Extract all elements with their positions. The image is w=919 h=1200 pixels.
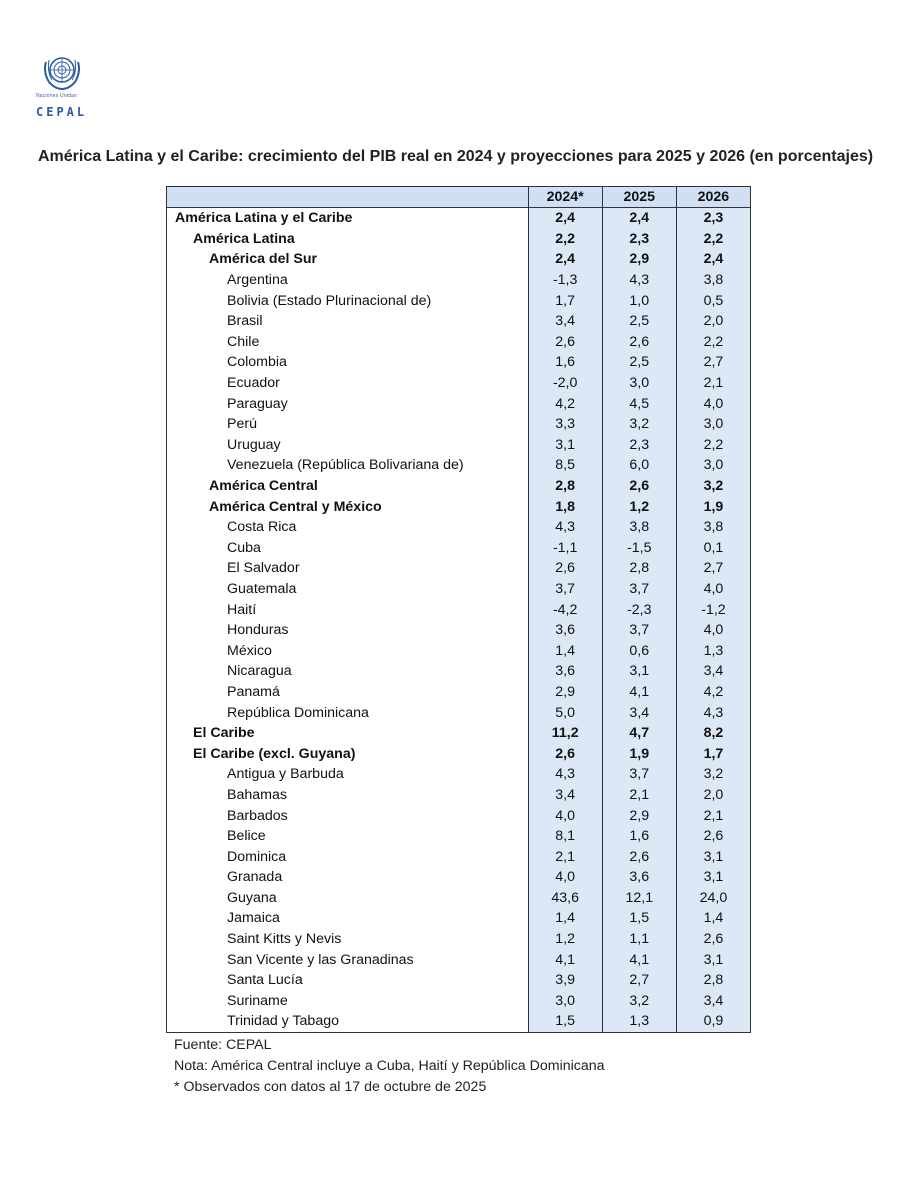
value-cell: 24,0 (676, 888, 750, 909)
row-label: Bahamas (167, 785, 529, 806)
table-row (167, 867, 751, 888)
value-cell: 3,4 (602, 702, 676, 723)
value-cell: 3,4 (528, 311, 602, 332)
row-label: América Central (167, 476, 529, 497)
row-label: Santa Lucía (167, 970, 529, 991)
value-cell: 5,0 (528, 702, 602, 723)
table-row (167, 579, 751, 600)
value-cell: 4,1 (602, 949, 676, 970)
region-note: Nota: América Central incluye a Cuba, Haití y República Dominicana (174, 1058, 605, 1074)
value-cell: 3,1 (676, 867, 750, 888)
row-label: Perú (167, 414, 529, 435)
value-cell: 6,0 (602, 455, 676, 476)
table-row (167, 476, 751, 497)
value-cell: 4,2 (676, 682, 750, 703)
value-cell: 4,0 (528, 805, 602, 826)
row-label: Antigua y Barbuda (167, 764, 529, 785)
table-row (167, 764, 751, 785)
row-label: Belice (167, 826, 529, 847)
value-cell: 0,5 (676, 290, 750, 311)
value-cell: 2,3 (676, 208, 750, 229)
table-row (167, 929, 751, 950)
value-cell: 0,1 (676, 538, 750, 559)
row-label: República Dominicana (167, 702, 529, 723)
table-row (167, 496, 751, 517)
table-row (167, 435, 751, 456)
value-cell: 11,2 (528, 723, 602, 744)
table-row (167, 682, 751, 703)
value-cell: 4,5 (602, 393, 676, 414)
table-row (167, 723, 751, 744)
value-cell: 1,1 (602, 929, 676, 950)
column-header: 2024* (528, 187, 602, 208)
value-cell: 2,1 (602, 785, 676, 806)
value-cell: 2,4 (676, 249, 750, 270)
value-cell: 3,4 (528, 785, 602, 806)
column-header: 2026 (676, 187, 750, 208)
row-label: Colombia (167, 352, 529, 373)
value-cell: 1,5 (528, 1011, 602, 1032)
value-cell: 3,0 (528, 991, 602, 1012)
table-header-row (167, 187, 751, 208)
value-cell: 1,9 (676, 496, 750, 517)
un-emblem-icon (40, 52, 84, 92)
value-cell: 2,2 (676, 332, 750, 353)
footnote: * Observados con datos al 17 de octubre de 2025 (174, 1079, 487, 1095)
value-cell: 2,9 (602, 805, 676, 826)
value-cell: 4,0 (676, 579, 750, 600)
value-cell: 4,1 (602, 682, 676, 703)
value-cell: 1,4 (528, 640, 602, 661)
value-cell: 1,4 (676, 908, 750, 929)
value-cell: 3,7 (602, 620, 676, 641)
value-cell: 3,2 (602, 414, 676, 435)
value-cell: 2,6 (528, 743, 602, 764)
value-cell: 2,6 (528, 332, 602, 353)
value-cell: 2,7 (676, 558, 750, 579)
value-cell: 1,2 (602, 496, 676, 517)
cepal-logo (30, 52, 102, 119)
table-row (167, 949, 751, 970)
value-cell: 2,3 (602, 435, 676, 456)
table-row (167, 970, 751, 991)
logo-org: CEPAL (36, 105, 88, 119)
row-label: Suriname (167, 991, 529, 1012)
table-row (167, 599, 751, 620)
value-cell: 1,9 (602, 743, 676, 764)
value-cell: 2,6 (676, 929, 750, 950)
value-cell: 4,0 (676, 620, 750, 641)
value-cell: 2,6 (528, 558, 602, 579)
value-cell: -1,5 (602, 538, 676, 559)
value-cell: 2,1 (676, 805, 750, 826)
table-row (167, 640, 751, 661)
table-row (167, 517, 751, 538)
value-cell: 3,8 (602, 517, 676, 538)
value-cell: 2,0 (676, 785, 750, 806)
value-cell: 8,1 (528, 826, 602, 847)
table-row (167, 785, 751, 806)
row-label: El Salvador (167, 558, 529, 579)
row-label: Brasil (167, 311, 529, 332)
table-row (167, 826, 751, 847)
value-cell: 3,0 (602, 373, 676, 394)
row-label: Barbados (167, 805, 529, 826)
row-label: México (167, 640, 529, 661)
source-note: Fuente: CEPAL (174, 1037, 272, 1053)
value-cell: 2,7 (676, 352, 750, 373)
value-cell: 1,6 (528, 352, 602, 373)
table-row (167, 888, 751, 909)
value-cell: 1,7 (528, 290, 602, 311)
value-cell: 3,1 (676, 949, 750, 970)
value-cell: 1,4 (528, 908, 602, 929)
value-cell: 2,5 (602, 352, 676, 373)
value-cell: 3,1 (528, 435, 602, 456)
table-row (167, 1011, 751, 1032)
table-row (167, 805, 751, 826)
row-label: Saint Kitts y Nevis (167, 929, 529, 950)
value-cell: 2,4 (528, 208, 602, 229)
value-cell: 1,0 (602, 290, 676, 311)
row-label: Ecuador (167, 373, 529, 394)
table-row (167, 661, 751, 682)
value-cell: 2,1 (528, 846, 602, 867)
table-row (167, 290, 751, 311)
value-cell: 2,4 (602, 208, 676, 229)
value-cell: 3,2 (602, 991, 676, 1012)
row-label: Trinidad y Tabago (167, 1011, 529, 1032)
value-cell: 2,3 (602, 229, 676, 250)
table-row (167, 455, 751, 476)
table-row (167, 208, 751, 229)
value-cell: 3,3 (528, 414, 602, 435)
table-row (167, 702, 751, 723)
value-cell: -4,2 (528, 599, 602, 620)
value-cell: 4,0 (676, 393, 750, 414)
table-row (167, 373, 751, 394)
value-cell: 3,1 (676, 846, 750, 867)
table-row (167, 414, 751, 435)
value-cell: 2,9 (602, 249, 676, 270)
row-label: San Vicente y las Granadinas (167, 949, 529, 970)
table-row (167, 332, 751, 353)
value-cell: 1,7 (676, 743, 750, 764)
value-cell: 1,3 (676, 640, 750, 661)
table-row (167, 311, 751, 332)
value-cell: 3,7 (602, 764, 676, 785)
value-cell: 3,6 (528, 620, 602, 641)
table-row (167, 229, 751, 250)
value-cell: 3,4 (676, 661, 750, 682)
value-cell: 2,6 (602, 476, 676, 497)
table-row (167, 558, 751, 579)
value-cell: 3,2 (676, 764, 750, 785)
value-cell: 3,7 (528, 579, 602, 600)
value-cell: 3,4 (676, 991, 750, 1012)
value-cell: 2,4 (528, 249, 602, 270)
value-cell: 2,7 (602, 970, 676, 991)
header-blank-cell (167, 187, 529, 208)
row-label: América Latina (167, 229, 529, 250)
table-row (167, 249, 751, 270)
value-cell: 2,5 (602, 311, 676, 332)
table-notes (174, 1035, 605, 1098)
row-label: América del Sur (167, 249, 529, 270)
value-cell: 4,3 (528, 517, 602, 538)
table-row (167, 991, 751, 1012)
value-cell: 3,8 (676, 270, 750, 291)
value-cell: 4,7 (602, 723, 676, 744)
row-label: Argentina (167, 270, 529, 291)
row-label: Guyana (167, 888, 529, 909)
value-cell: 12,1 (602, 888, 676, 909)
value-cell: 4,2 (528, 393, 602, 414)
row-label: El Caribe (excl. Guyana) (167, 743, 529, 764)
row-label: Venezuela (República Bolivariana de) (167, 455, 529, 476)
row-label: Granada (167, 867, 529, 888)
value-cell: 2,6 (602, 332, 676, 353)
row-label: Panamá (167, 682, 529, 703)
value-cell: -1,1 (528, 538, 602, 559)
value-cell: 4,3 (602, 270, 676, 291)
row-label: Paraguay (167, 393, 529, 414)
value-cell: 4,1 (528, 949, 602, 970)
table-row (167, 908, 751, 929)
row-label: Guatemala (167, 579, 529, 600)
value-cell: 1,3 (602, 1011, 676, 1032)
value-cell: -1,2 (676, 599, 750, 620)
value-cell: 4,3 (676, 702, 750, 723)
value-cell: -2,3 (602, 599, 676, 620)
row-label: América Latina y el Caribe (167, 208, 529, 229)
value-cell: 3,8 (676, 517, 750, 538)
value-cell: 4,0 (528, 867, 602, 888)
value-cell: 2,0 (676, 311, 750, 332)
value-cell: -2,0 (528, 373, 602, 394)
row-label: Haití (167, 599, 529, 620)
row-label: El Caribe (167, 723, 529, 744)
value-cell: 3,7 (602, 579, 676, 600)
value-cell: 8,2 (676, 723, 750, 744)
value-cell: 3,0 (676, 414, 750, 435)
value-cell: 8,5 (528, 455, 602, 476)
value-cell: 2,1 (676, 373, 750, 394)
value-cell: 4,3 (528, 764, 602, 785)
row-label: Bolivia (Estado Plurinacional de) (167, 290, 529, 311)
value-cell: 3,6 (528, 661, 602, 682)
value-cell: 1,5 (602, 908, 676, 929)
value-cell: 2,8 (602, 558, 676, 579)
value-cell: 2,2 (528, 229, 602, 250)
table-row (167, 538, 751, 559)
value-cell: 3,1 (602, 661, 676, 682)
row-label: Cuba (167, 538, 529, 559)
row-label: Costa Rica (167, 517, 529, 538)
table-row (167, 270, 751, 291)
logo-org-small: Naciones Unidas (36, 93, 77, 99)
table-row (167, 393, 751, 414)
row-label: Nicaragua (167, 661, 529, 682)
value-cell: 2,8 (528, 476, 602, 497)
value-cell: 0,6 (602, 640, 676, 661)
value-cell: 1,6 (602, 826, 676, 847)
value-cell: 2,6 (602, 846, 676, 867)
value-cell: 3,6 (602, 867, 676, 888)
value-cell: 0,9 (676, 1011, 750, 1032)
value-cell: 2,2 (676, 435, 750, 456)
value-cell: 43,6 (528, 888, 602, 909)
value-cell: 2,2 (676, 229, 750, 250)
row-label: Uruguay (167, 435, 529, 456)
value-cell: 3,0 (676, 455, 750, 476)
row-label: Jamaica (167, 908, 529, 929)
gdp-table (166, 186, 751, 1033)
table-row (167, 620, 751, 641)
value-cell: 2,9 (528, 682, 602, 703)
row-label: Dominica (167, 846, 529, 867)
table-row (167, 352, 751, 373)
value-cell: 3,9 (528, 970, 602, 991)
value-cell: 1,8 (528, 496, 602, 517)
column-header: 2025 (602, 187, 676, 208)
table-row (167, 743, 751, 764)
row-label: Honduras (167, 620, 529, 641)
value-cell: 3,2 (676, 476, 750, 497)
value-cell: 2,8 (676, 970, 750, 991)
row-label: América Central y México (167, 496, 529, 517)
value-cell: 2,6 (676, 826, 750, 847)
row-label: Chile (167, 332, 529, 353)
value-cell: 1,2 (528, 929, 602, 950)
value-cell: -1,3 (528, 270, 602, 291)
table-row (167, 846, 751, 867)
page-title: América Latina y el Caribe: crecimiento del PIB real en 2024 y proyecciones para 2025 y 2026 (en porcentajes) (38, 148, 874, 165)
